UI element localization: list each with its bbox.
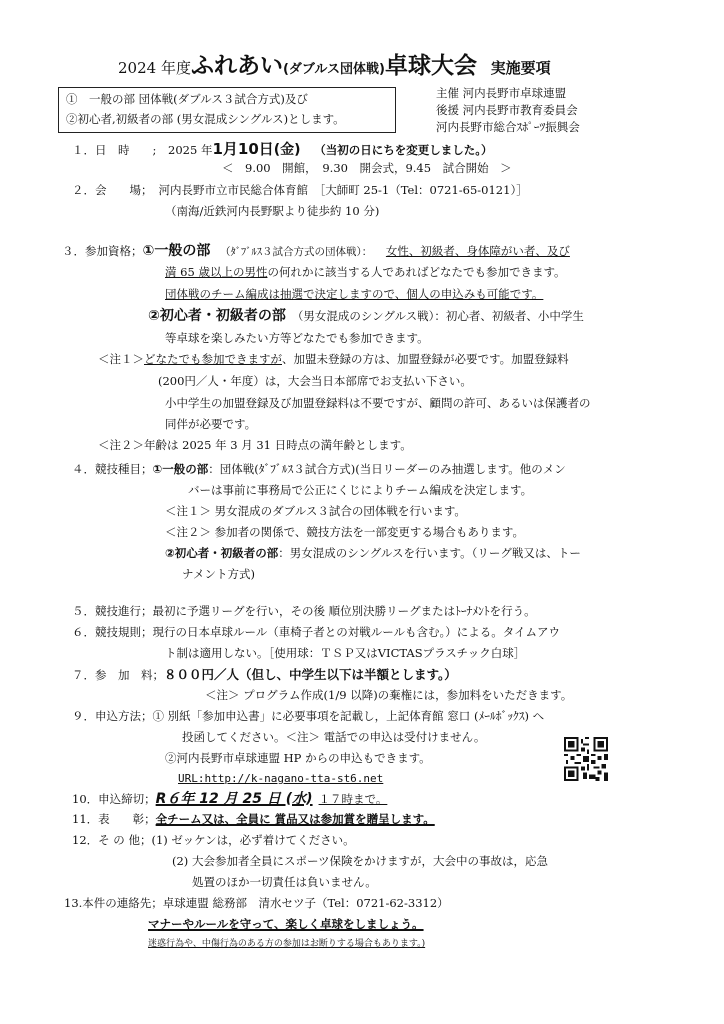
s11-text: 全チーム又は、全員に 賞品又は参加賞を贈呈します。 <box>155 812 435 826</box>
s3-general-heading: ①一般の部 <box>142 243 211 259</box>
s3-row-2 <box>165 265 566 279</box>
s4-general-heading: ①一般の部 <box>152 462 209 476</box>
s4-beginner-line-2: ナメント方式) <box>182 567 256 581</box>
qr-code-icon[interactable] <box>564 737 608 781</box>
s3-beginner-line-2: 等卓球を楽しみたい方等どなたでも参加できます。 <box>165 331 429 345</box>
title-main: 卓球大会 <box>384 53 477 79</box>
s9-line-3: ②河内長野市卓球連盟 HP からの申込もできます。 <box>165 751 431 765</box>
s1-day: (金) <box>273 142 301 158</box>
closing-note: 迷惑行為や、中傷行為のある方の参加はお断りする場合もあります。) <box>148 939 426 949</box>
s2-venue: 河内長野市立市民総合体育館 ［大師町 25-1（Tel：0721-65-0121）］ <box>158 183 528 197</box>
title-fureai: ふれあい <box>190 53 283 79</box>
s3-note1-line-2: (200円／人・年度）は，大会当日本部席でお支払い下さい。 <box>158 374 472 388</box>
closing-message: マナーやルールを守って、楽しく卓球をしましょう。 <box>148 917 424 931</box>
summary-line-2: ②初心者,初級者の部 (男女混成シングルス)とします。 <box>66 112 345 126</box>
s10-row <box>72 791 387 809</box>
s4-label: ４．競技種目； <box>72 462 153 476</box>
s7-note: ＜注＞ プログラム作成(1/9 以降)の棄権には，参加料をいただきます。 <box>205 688 573 702</box>
s3-label: ３．参加資格； <box>62 244 143 258</box>
s4-beginner-heading: ②初心者・初級者の部 <box>165 546 279 560</box>
s3-note1-rest: 、加盟未登録の方は、加盟登録が必要です。加盟登録料 <box>282 352 569 366</box>
s7-row <box>72 667 457 683</box>
s3-note1-line-3: 小中学生の加盟登録及び加盟登録料は不要ですが、顧問の許可、あるいは保護者の <box>165 396 591 410</box>
s3-row-1 <box>62 243 570 261</box>
s11-row <box>72 812 435 826</box>
s5-label: ５．競技進行； <box>72 604 153 618</box>
s12-row <box>72 833 355 847</box>
title-suffix: 実施要項 <box>490 59 551 77</box>
s12-line-3: 処置のほか一切責任は負いません。 <box>192 875 377 889</box>
summary-line-1: ① 一般の部 団体戦(ダブルス３試合方式)及び <box>66 92 308 106</box>
s10-date: R６年 12 月 25 日 (水) <box>155 791 313 807</box>
s13-row <box>64 896 449 910</box>
s5-row <box>72 604 536 618</box>
s4-row-beginner <box>165 546 581 560</box>
s10-label: 10．申込締切； <box>72 792 156 806</box>
s3-note2: ＜注２＞年齢は 2025 年 3 月 31 日時点の満年齢とします。 <box>98 438 412 452</box>
s4-row-1 <box>72 462 566 476</box>
s10-time: １７時まで。 <box>318 792 388 806</box>
title-year: 2024 年度 <box>118 59 191 77</box>
s1-times: ＜ 9.00 開館， 9.30 開会式，9.45 試合開始 ＞ <box>222 161 512 175</box>
s3-general-rest: の何れかに該当する人であればどなたでも参加できます。 <box>267 265 566 279</box>
s3-general-criteria-1: 女性、初級者、身体障がい者、及び <box>385 244 570 258</box>
s3-note1-line-4: 同伴が必要です。 <box>165 417 257 431</box>
title-sub: (ダブルス団体戦) <box>282 62 385 77</box>
s2-access: （南海/近鉄河内長野駅より徒歩約 10 分) <box>165 204 380 218</box>
organizer-host: 主催 河内長野市卓球連盟 <box>436 86 567 100</box>
s3-beginner-rest: （男女混成のシングルス戦）：初心者、初級者、小中学生 <box>291 309 584 323</box>
s4-general-rest: ：団体戦(ﾀﾞﾌﾞﾙｽ３試合方式)(当日リーダーのみ抽選します。他のメン <box>208 462 566 476</box>
s3-beginner-heading: ②初心者・初級者の部 <box>148 308 286 324</box>
s6-row <box>72 625 560 639</box>
organizer-support: 後援 河内長野市教育委員会 <box>436 103 578 117</box>
s7-fee: ８００円／人（但し、中学生以下は半額とします。） <box>164 667 457 682</box>
s12-label: 12．そ の 他； <box>72 833 152 847</box>
s7-label: ７．参 加 料； <box>72 668 164 682</box>
organizer-support-2: 河内長野市総合ｽﾎﾟｰﾂ振興会 <box>436 120 580 134</box>
s9-line-2: 投函してください。＜注＞ 電話での申込は受付けません。 <box>182 730 486 744</box>
s9-url-link[interactable]: URL:http://k-nagano-tta-st6.net <box>178 772 384 785</box>
s4-note2: ＜注２＞ 参加者の関係で、競技方法を一部変更する場合もあります。 <box>165 525 525 539</box>
s6-line-1: 現行の日本卓球ルール（車椅子者との対戦ルールも含む。）による。タイムアウ <box>152 625 561 639</box>
s4-general-line-2: バーは事前に事務局で公正にくじによりチーム編成を決定します。 <box>188 483 533 497</box>
s4-note1: ＜注１＞ 男女混成のダブルス３試合の団体戦を行います。 <box>165 504 466 518</box>
s12-line-2: (2) 大会参加者全員にスポーツ保険をかけますが，大会中の事故は，応急 <box>172 854 548 868</box>
s1-note: （当初の日にちを変更しました。） <box>314 143 493 157</box>
s4-beginner-rest: ：男女混成のシングルスを行います。（リーグ戦又は、トー <box>278 546 581 560</box>
s2-row <box>72 183 528 197</box>
s3-team-note: 団体戦のチーム編成は抽選で決定しますので、個人の申込みも可能です。 <box>165 287 544 301</box>
s1-row <box>72 140 492 160</box>
s3-row-beginner <box>148 308 584 326</box>
s3-general-criteria-2: 満 65 歳以上の男性 <box>165 265 268 279</box>
s9-line-1: ① 別紙「参加申込書」に必要事項を記載し，上記体育館 窓口 (ﾒｰﾙﾎﾞｯｸｽ) へ <box>152 709 545 723</box>
s5-text: 最初に予選リーグを行い，その後 順位別決勝リーグまたはﾄｰﾅﾒﾝﾄを行う。 <box>152 604 536 618</box>
s13-text: 卓球連盟 総務部 清水セツ子（Tel：0721-62-3312） <box>162 896 449 910</box>
s9-label: ９．申込方法； <box>72 709 153 723</box>
s6-line-2: ト制は適用しない。［使用球：ＴＳＰ又はVICTASプラスチック白球］ <box>165 646 526 660</box>
s3-note1-row <box>98 352 569 366</box>
s13-label: 13.本件の連絡先； <box>64 896 163 910</box>
s1-label: １．日 時 ; <box>72 143 157 157</box>
s12-line-1: (1) ゼッケンは，必ず着けてください。 <box>151 833 355 847</box>
s1-date: 1月10日 <box>212 140 274 158</box>
s11-label: 11．表 彰； <box>72 812 156 826</box>
s3-general-paren: （ﾀﾞﾌﾞﾙｽ３試合方式の団体戦）： <box>220 246 373 258</box>
s3-note1-label: ＜注１＞ <box>98 352 144 366</box>
s6-label: ６．競技規則； <box>72 625 153 639</box>
s1-date-prefix: 2025 年 <box>168 143 213 157</box>
s2-label: ２．会 場； <box>72 183 153 197</box>
page-title <box>118 52 551 81</box>
s3-note1-underline: どなたでも参加できますが <box>144 352 282 366</box>
s9-row <box>72 709 544 723</box>
